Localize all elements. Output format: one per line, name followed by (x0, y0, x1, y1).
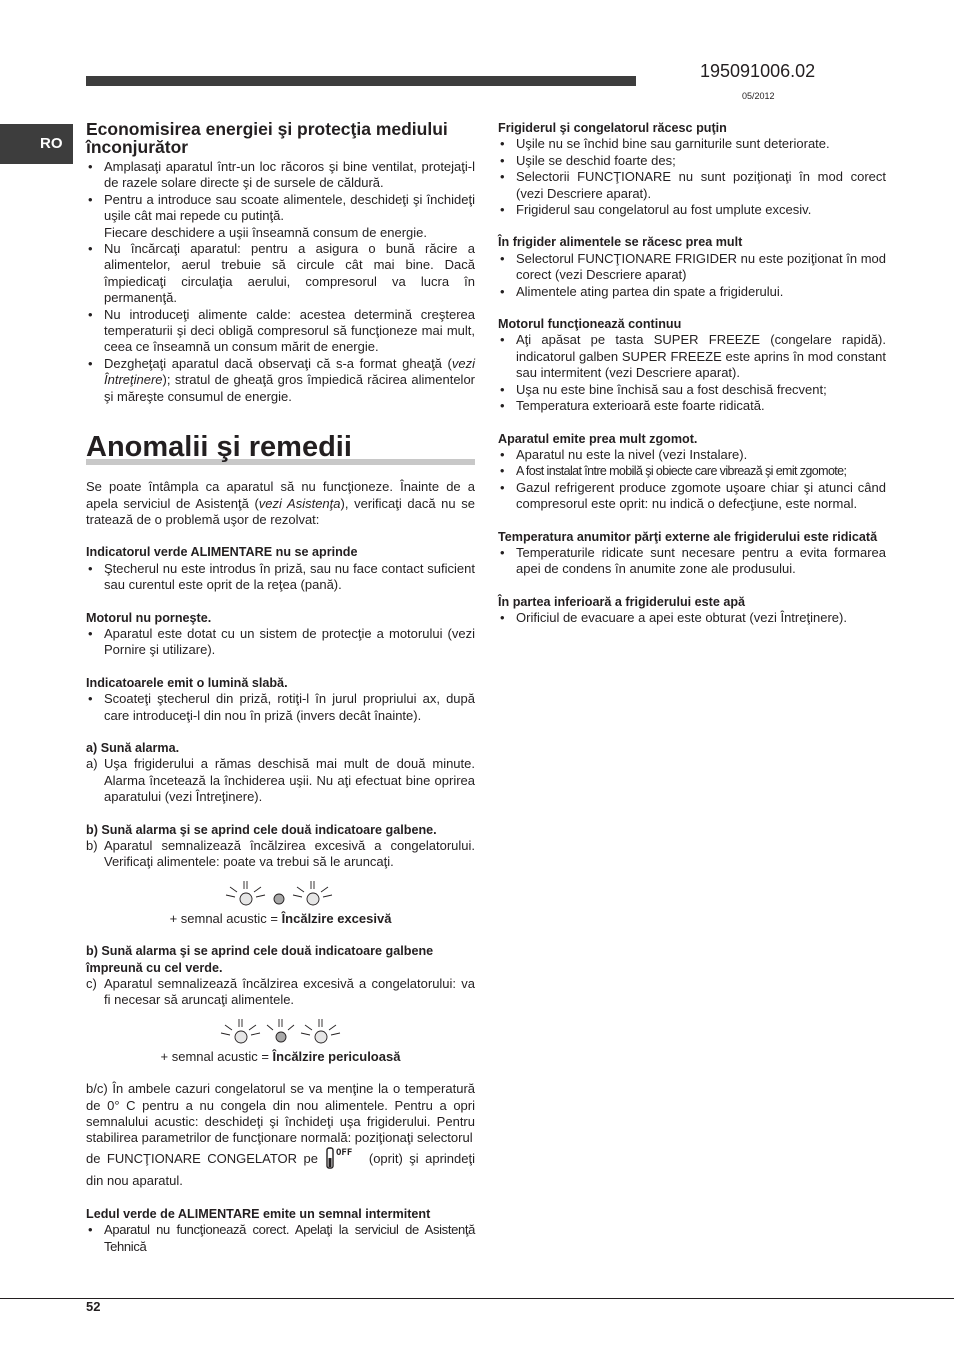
list-item: • Selectorul FUNCŢIONARE FRIGIDER nu este poziţionat în mod corect (vezi Descriere aparat) (498, 251, 886, 284)
list-item: • Ştecherul nu este introdus în priză, sau nu face contact suficient sau curentul este oprit de la reţea (pană). (86, 561, 475, 594)
list-item: • Aparatul este dotat cu un sistem de protecţie a motorului (vezi Pornire şi utilizare). (86, 626, 475, 659)
list-item: • Aparatul nu este la nivel (vezi Instalare). (498, 447, 886, 463)
language-tab: RO (0, 124, 73, 164)
off-label: OFF (336, 1147, 353, 1158)
list-item: • Uşile nu se închid bine sau garniturile sunt deteriorate. (498, 136, 886, 152)
energy-list (86, 159, 475, 405)
list-item: • Aparatul nu funcţionează corect. Apelaţi la serviciul de Asistenţă Tehnică (86, 1222, 475, 1255)
issue-heading: Temperatura anumitor părţi externe ale frigiderului este ridicată (498, 529, 878, 544)
alarm-item: b) Aparatul semnalizează încălzirea excesivă a congelatorului. Verificaţi alimentele: poate va trebui să le aruncaţi. (86, 838, 475, 870)
issue-heading: În frigider alimentele se răcesc prea mult (498, 235, 743, 250)
list-item: • Scoateţi ştecherul din priză, rotiţi-l în jurul propriului ax, după care introduceţi-l din nou în priză (invers decât înainte). (86, 691, 475, 724)
issue-heading: Indicatorul verde ALIMENTARE nu se aprinde (86, 545, 358, 560)
led-caption: + semnal acustic = Încălzire excesivă (169, 910, 392, 926)
list-item: • Gazul refrigerent produce zgomote uşoare chiar şi atunci când compresorul este oprit: nu indică o defecţiune, este normal. (498, 480, 886, 513)
led-indicators-two-yellow (86, 879, 475, 909)
issue-heading: Frigiderul şi congelatorul răcesc puţin (498, 121, 727, 135)
list-item-extra: Fiecare deschidere a uşii înseamnă consum de energie. (104, 224, 428, 240)
list-item: • Selectorii FUNCŢIONARE nu sunt poziţionaţi în mod corect (vezi Descriere aparat). (498, 169, 886, 202)
list-item: • Pentru a introduce sau scoate alimentele, deschideţi şi închideţi uşile cât mai repede cu putinţă. Fiecare deschidere a uşii înseamnă consum de energie. (86, 192, 475, 241)
list-item: • Nu introduceţi alimente calde: acestea determină creşterea temperaturii şi deci obligă compresorul să funcţioneze mai mult, ceea ce înseamnă un consum mărit de energie. (86, 307, 475, 356)
right-column (498, 120, 886, 627)
list-item: • Orificiul de evacuare a apei este obturat (vezi Întreţinere). (498, 610, 886, 626)
list-item: • Temperatura exterioară este foarte ridicată. (498, 398, 886, 414)
alarm-item: c) Aparatul semnalizează încălzirea excesivă a congelatorului: va fi necesar să aruncaţi alimentele. (86, 976, 475, 1008)
alarm-item: a) Uşa frigiderului a rămas deschisă mai mult de două minute. Alarma încetează la închiderea uşii. Nu aţi efectuat bine oprirea aparatului (vezi Întreţinere). (86, 756, 475, 805)
issue-heading: Motorul funcţionează continuu (498, 317, 682, 332)
anomalii-title: Anomalii şi remedii (86, 427, 475, 465)
led-indicator-icon (216, 1017, 346, 1047)
list-item: • Nu încărcaţi aparatul: pentru a asigura o bună răcire a alimentelor, aerul trebuie să circule cât mai bine. Dacă împiedicaţi circulaţia aerului, compresorul va lucra în permanenţă. (86, 241, 475, 307)
off-selector-icon (326, 1147, 360, 1173)
issue-heading: Indicatoarele emit o lumină slabă. (86, 675, 288, 690)
doc-date: 05/2012 (742, 91, 775, 101)
list-item: • Frigiderul sau congelatorul au fost umplute excesiv. (498, 202, 886, 218)
issue-heading: b) Sună alarma şi se aprind cele două indicatoare galbene împreună cu cel verde. (86, 944, 434, 975)
doc-number: 195091006.02 (700, 61, 816, 81)
issue-heading: Motorul nu porneşte. (86, 610, 212, 625)
bc-paragraph: b/c) În ambele cazuri congelatorul se va menţine la o temperatură de 0° C pentru a nu congela din nou alimentele. Pentru a opri semnalului acustic: deschideţi şi închideţi uşa frigiderului. Pentru stabilirea parametrilor de funcţionare normală: poziţionaţi selectorul de FUNCŢIONARE CONGELATOR pe OFF (oprit) şi aprindeţi din nou aparatul. (86, 1081, 475, 1189)
led-caption: + semnal acustic = Încălzire periculoasă (160, 1048, 401, 1064)
list-item: • Amplasaţi aparatul într-un loc răcoros şi bine ventilat, protejaţi-l de razele solare directe şi de sursele de căldură. (86, 159, 475, 192)
list-item: • Dezgheţaţi aparatul dacă observaţi că s-a format gheaţă (vezi Întreţinere); stratul de gheaţă gros împiedică răcirea alimentelor şi măreşte consumul de energie. (86, 356, 475, 405)
anomalii-intro: Se poate întâmpla ca aparatul să nu funcţioneze. Înainte de a apela serviciul de Asistenţă (vezi Asistenţa), verificaţi dacă nu se tratează de o problemă uşor de rezolvat: (86, 479, 475, 527)
issue-heading: Aparatul emite prea mult zgomot. (498, 431, 698, 446)
page-number: 52 (86, 1299, 101, 1314)
led-indicators-all-on (86, 1017, 475, 1047)
list-item: • Uşile se deschid foarte des; (498, 153, 886, 169)
issue-heading: În partea inferioară a frigiderului este apă (498, 594, 746, 609)
list-item: • A fost instalat între mobilă şi obiecte care vibrează şi emit zgomote; (498, 463, 886, 479)
energy-section-title: Economisirea energiei şi protecţia mediului înconjurător (86, 119, 448, 157)
list-item: • Alimentele ating partea din spate a frigiderului. (498, 284, 886, 300)
header-bar (86, 76, 636, 86)
list-item: • Uşa nu este bine închisă sau a fost deschisă frecvent; (498, 382, 886, 398)
issue-heading: a) Sună alarma. (86, 740, 180, 755)
left-column (86, 120, 475, 1255)
list-item: • Aţi apăsat pe tasta SUPER FREEZE (congelare rapidă). indicatorul galben SUPER FREEZE este aprins în mod constant sau intermitent (vezi Descriere aparat). (498, 332, 886, 381)
list-item: • Temperaturile ridicate sunt necesare pentru a evita formarea apei de condens în anumite zone ale produsului. (498, 545, 886, 578)
led-indicator-icon (216, 879, 346, 909)
issue-heading: b) Sună alarma şi se aprind cele două indicatoare galbene. (86, 822, 437, 837)
footer-rule (0, 1298, 954, 1299)
issue-heading: Ledul verde de ALIMENTARE emite un semnal intermitent (86, 1206, 431, 1221)
